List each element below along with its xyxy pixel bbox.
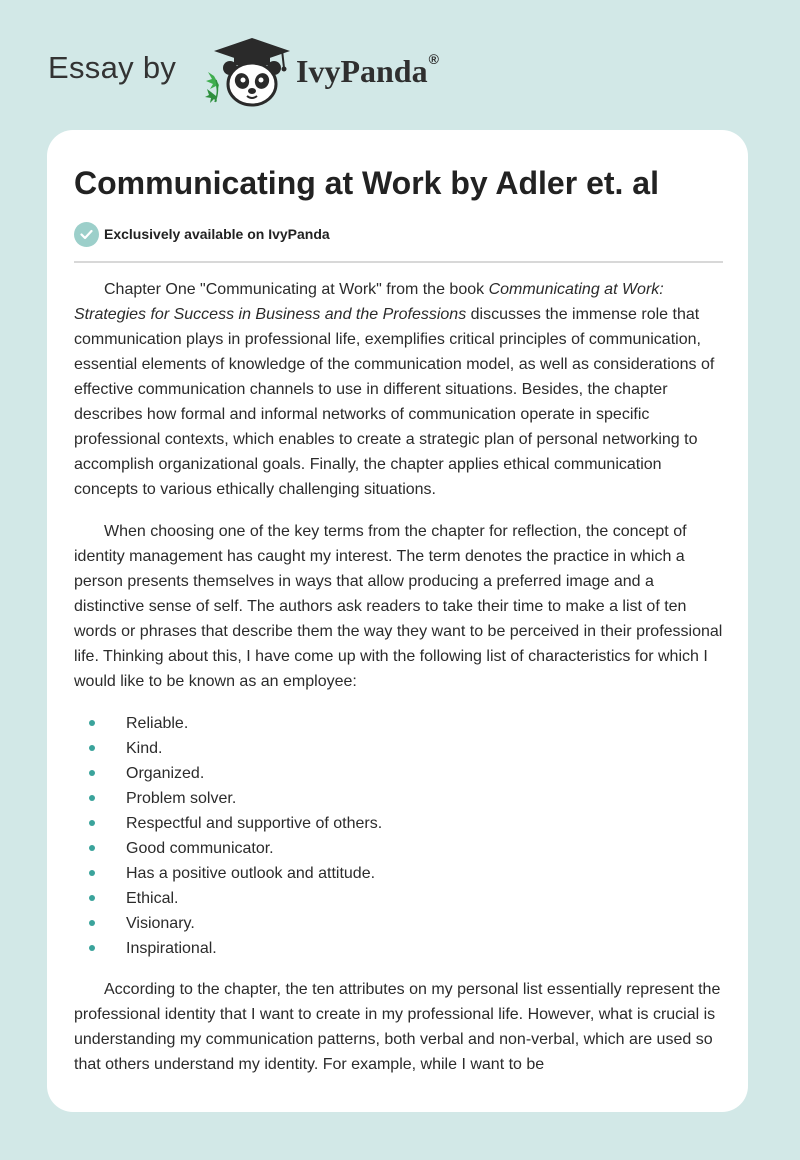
bullet-dot — [89, 895, 95, 901]
list-item — [74, 786, 724, 811]
bullet-dot — [89, 920, 95, 926]
list-item-text: Organized. — [126, 765, 205, 782]
badge-text: Exclusively available on IvyPanda — [104, 226, 330, 242]
paragraph: According to the chapter, the ten attributes on my personal list essentially represent the professional identity that I want to create in my professional life. However, what is crucial is understanding my communication patterns, both verbal and non-verbal, which are used so that others understand my identity. For example, while I want to be — [74, 981, 721, 1073]
book-title: Communicating at Work: Strategies for Success in Business and the Professions — [74, 281, 664, 323]
list-item-text: Problem solver. — [126, 790, 237, 807]
paragraph-text: discusses the immense role that communication plays in professional life, exemplifies critical principles of communication, essential elements of knowledge of the communication model, as well as considerations of effective communication channels to use in different situations. Besides, the chapter describes how formal and informal networks of communication operate in specific professional contexts, which enables to create a strategic plan of personal networking to accomplish organizational goals. Finally, the chapter applies ethical communication concepts to various ethically challenging situations. — [74, 306, 715, 498]
paragraph-text: Chapter One "Communicating at Work" from the book — [104, 281, 489, 298]
list-item — [74, 711, 724, 736]
brand-name[interactable] — [296, 53, 439, 90]
bullet-dot — [89, 770, 95, 776]
list-item-text: Good communicator. — [126, 840, 274, 857]
panda-graduation-cap-logo[interactable] — [200, 36, 300, 108]
brand-name-text: IvyPanda — [296, 53, 428, 89]
list-item — [74, 736, 724, 761]
bullet-dot — [89, 870, 95, 876]
bullet-dot — [89, 720, 95, 726]
bullet-dot — [89, 795, 95, 801]
list-item — [74, 761, 724, 786]
check-icon — [74, 222, 99, 247]
bullet-dot — [89, 845, 95, 851]
list-item-text: Kind. — [126, 740, 163, 757]
registered-mark: ® — [428, 51, 439, 67]
list-item-text: Ethical. — [126, 890, 179, 907]
list-item-text: Respectful and supportive of others. — [126, 815, 383, 832]
exclusive-badge — [74, 221, 330, 247]
list-item-text: Inspirational. — [126, 940, 217, 957]
list-item — [74, 811, 724, 836]
list-item — [74, 861, 724, 886]
divider — [74, 261, 723, 263]
essay-body — [74, 277, 724, 1094]
list-item — [74, 936, 724, 961]
paragraph — [74, 277, 724, 502]
brand-prefix: Essay by — [48, 50, 177, 85]
list-item — [74, 836, 724, 861]
bullet-dot — [89, 745, 95, 751]
list-item-text: Visionary. — [126, 915, 195, 932]
list-item — [74, 911, 724, 936]
list-item — [74, 886, 724, 911]
page-title: Communicating at Work by Adler et. al — [74, 165, 659, 201]
list-item-text: Has a positive outlook and attitude. — [126, 865, 376, 882]
site-header — [0, 0, 800, 130]
paragraph: When choosing one of the key terms from the chapter for reflection, the concept of identity management has caught my interest. The term denotes the practice in which a person presents themselves in ways that allow producing a preferred image and a distinctive sense of self. The authors ask readers to take their time to make a list of ten words or phrases that describe them the way they want to be perceived in their professional life. Thinking about this, I have come up with the following list of characteristics for which I would like to be known as an employee: — [74, 523, 723, 690]
essay-card — [47, 130, 748, 1112]
list-item-text: Reliable. — [126, 715, 189, 732]
bullet-dot — [89, 820, 95, 826]
bullet-dot — [89, 945, 95, 951]
characteristics-list — [74, 711, 724, 961]
